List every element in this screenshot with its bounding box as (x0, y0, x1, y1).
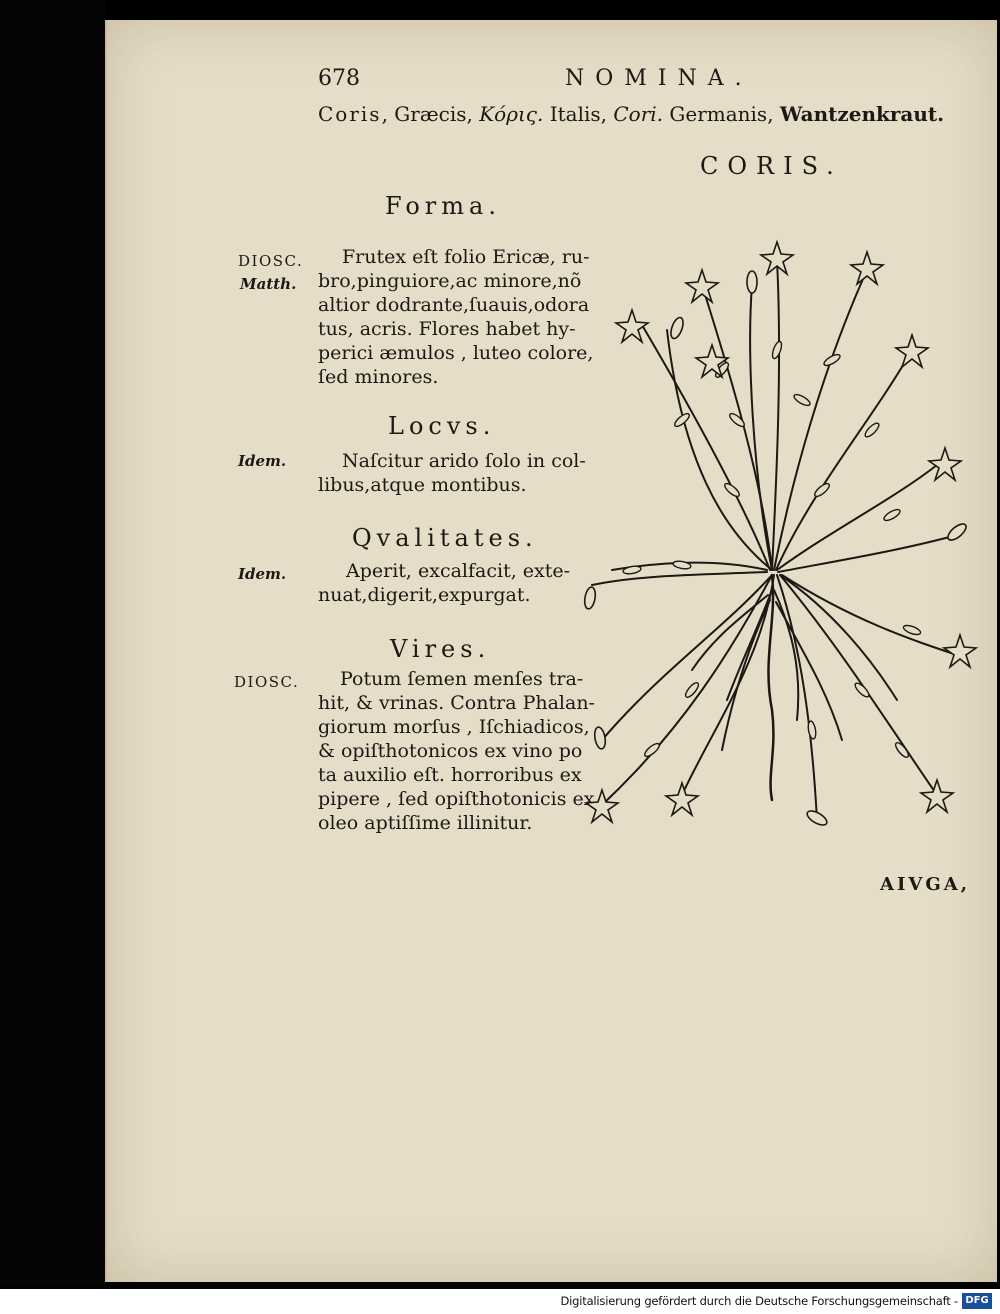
heading-vires: Vires. (390, 635, 491, 663)
heading-qualitates: Qvalitates. (352, 524, 538, 552)
name-graecis-label: , Græcis, (381, 102, 480, 126)
forma-line: tus, acris. Flores habet hy- (318, 318, 576, 340)
forma-line: perici æmulos , luteo colore, (318, 342, 594, 364)
margin-note-forma-2: Matth. (240, 275, 297, 293)
vires-line: ta auxilio eſt. horroribus ex (318, 764, 582, 786)
footer-credit: Digitalisierung gefördert durch die Deutsche Forschungsgemeinschaft - (560, 1294, 958, 1308)
running-title: NOMINA. (565, 66, 753, 91)
page-number: 678 (318, 66, 360, 91)
scan-border-top (0, 0, 1000, 22)
locus-line: libus,atque montibus. (318, 474, 527, 496)
name-greek: Κόρις. (479, 102, 544, 126)
digitization-footer (0, 1289, 1000, 1314)
plant-title: CORIS. (700, 152, 843, 180)
names-line (318, 102, 944, 126)
heading-locus: Locvs. (388, 412, 496, 440)
vires-line: pipere , ſed opiſthotonicis ex (318, 788, 595, 810)
qualitates-line: nuat,digerit,expurgat. (318, 584, 531, 606)
vires-line: oleo aptiſſime illinitur. (318, 812, 533, 834)
heading-forma: Forma. (385, 192, 501, 220)
vires-line: & opiſthotonicos ex vino po (318, 740, 583, 762)
coris-plant-woodcut (572, 230, 992, 840)
name-german: Wantzenkraut. (779, 102, 945, 126)
dfg-logo: DFG (962, 1293, 992, 1309)
vires-line: giorum morſus , Iſchiadicos, (318, 716, 590, 738)
margin-note-qualitates: Idem. (238, 565, 287, 583)
forma-line: ſed minores. (318, 366, 439, 388)
name-italian: Cori. (613, 102, 664, 126)
name-germanis-label: Germanis, (663, 102, 780, 126)
qualitates-line: Aperit, excalfacit, exte- (346, 560, 571, 582)
catchword: AIVGA, (880, 874, 970, 895)
margin-note-locus: Idem. (238, 452, 287, 470)
locus-line: Naſcitur arido ſolo in col- (342, 450, 586, 472)
scan-border-left (0, 0, 105, 1285)
forma-line: altior dodrante,ſuauis,odora (318, 294, 590, 316)
margin-note-forma-1: DIOSC. (238, 252, 304, 270)
forma-line: Frutex eſt folio Ericæ, ru- (342, 246, 590, 268)
margin-note-vires: DIOSC. (234, 673, 300, 691)
name-coris: Coris (318, 102, 382, 126)
vires-line: hit, & vrinas. Contra Phalan- (318, 692, 595, 714)
forma-line: bro,pinguiore,ac minore,nõ (318, 270, 582, 292)
vires-line: Potum ſemen menſes tra- (340, 668, 584, 690)
name-italis-label: Italis, (543, 102, 614, 126)
